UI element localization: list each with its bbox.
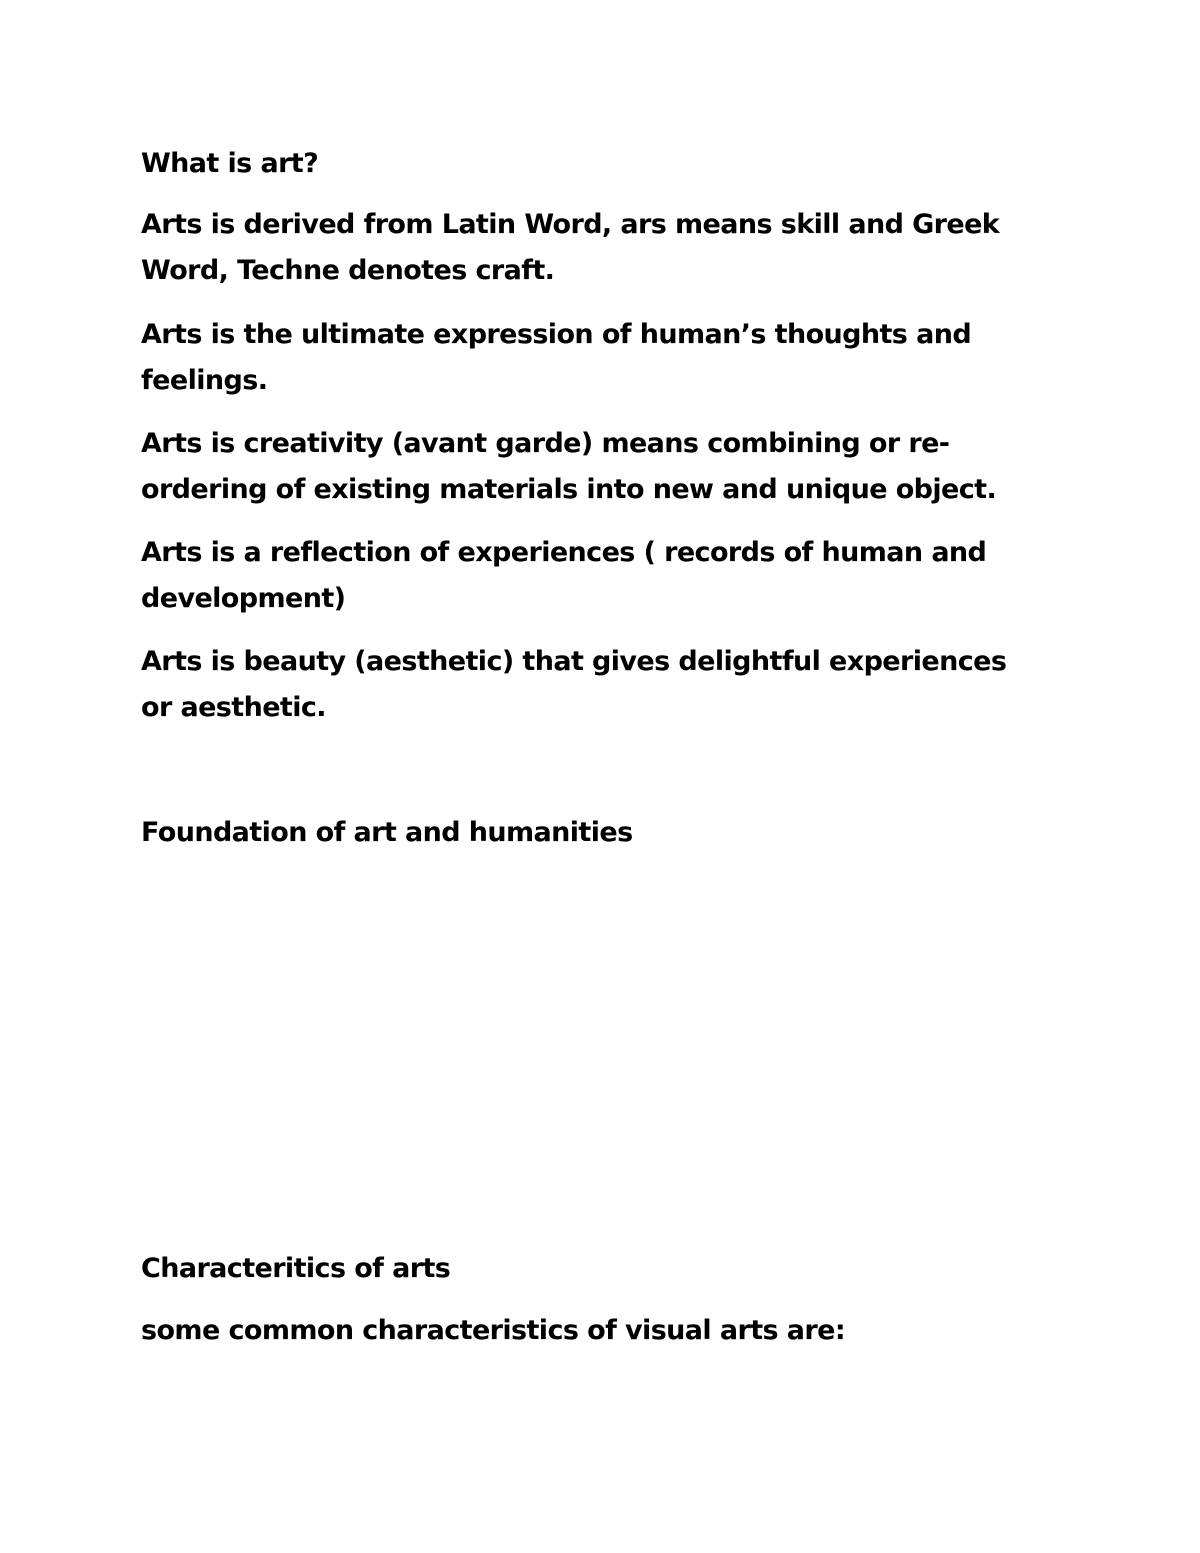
paragraph-etymology: Arts is derived from Latin Word, ars means skill and Greek Word, Techne denotes craft. (141, 209, 1000, 286)
section-heading-what-is-art: What is art? (141, 148, 319, 179)
section-heading-foundation: Foundation of art and humanities (141, 817, 633, 848)
paragraph-creativity: Arts is creativity (avant garde) means combining or re-ordering of existing materials into new and unique object. (141, 428, 997, 505)
paragraph-beauty: Arts is beauty (aesthetic) that gives delightful experiences or aesthetic. (141, 646, 1007, 723)
paragraph-reflection: Arts is a reflection of experiences ( records of human and development) (141, 537, 987, 614)
paragraph-characteristics-intro: some common characteristics of visual arts are: (141, 1315, 846, 1346)
paragraph-expression: Arts is the ultimate expression of human’s thoughts and feelings. (141, 319, 972, 396)
section-heading-characteristics: Characteritics of arts (141, 1253, 451, 1284)
